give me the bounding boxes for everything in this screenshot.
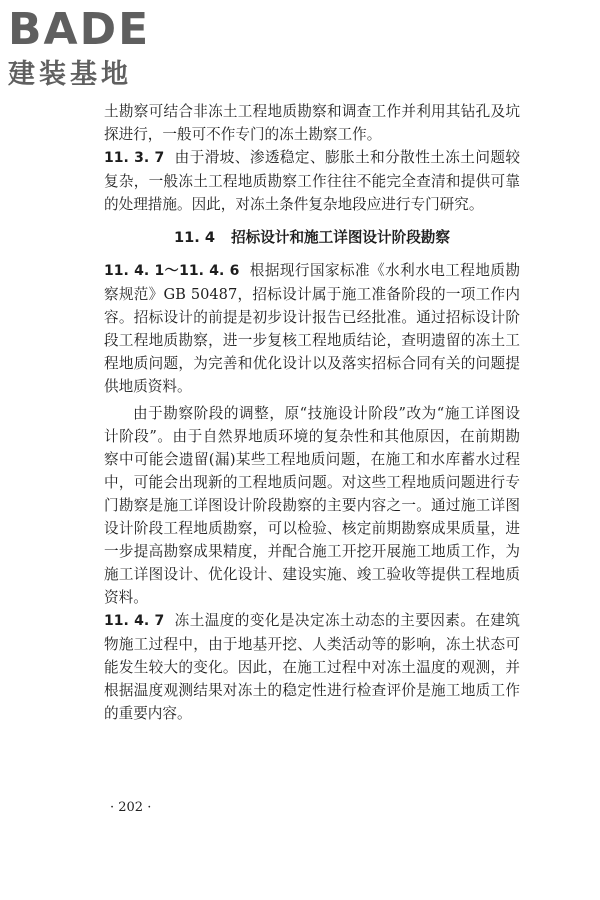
clause-number: 11. 3. 7 (104, 150, 165, 166)
logo-brand: BADE (8, 4, 151, 55)
section-title: 招标设计和施工详图设计阶段勘察 (231, 229, 450, 246)
paragraph-text: 土勘察可结合非冻土工程地质勘察和调查工作并利用其钻孔及坑探进行，一般可不作专门的冻土勘察工作。 (104, 103, 520, 143)
paragraph-continued (104, 100, 520, 146)
clause-number: 11. 4. 1～11. 4. 6 (104, 263, 240, 279)
clause-11-3-7 (104, 146, 520, 216)
clause-11-4-7 (104, 609, 520, 725)
clause-11-4-1-to-11-4-6 (104, 259, 520, 398)
paragraph-stage-adjustment (104, 402, 520, 609)
clause-text: 由于滑坡、渗透稳定、膨胀土和分散性土冻土问题较复杂，一般冻土工程地质勘察工作往往不能完全查清和提供可靠的处理措施。因此，对冻土条件复杂地段应进行专门研究。 (104, 149, 520, 213)
clause-text: 冻土温度的变化是决定冻土动态的主要因素。在建筑物施工过程中，由于地基开挖、人类活动等的影响，冻土状态可能发生较大的变化。因此，在施工过程中对冻土温度的观测，并根据温度观测结果对冻土的稳定性进行检查评价是施工地质工作的重要内容。 (104, 612, 520, 722)
section-number: 11. 4 (173, 229, 216, 246)
section-heading (104, 226, 520, 250)
clause-number: 11. 4. 7 (104, 613, 165, 629)
page-body (104, 100, 520, 725)
logo-subtitle: 建装基地 (8, 59, 132, 90)
watermark-logo (8, 6, 178, 98)
page-number: · 202 · (110, 800, 152, 815)
paragraph-text: 由于勘察阶段的调整，原“技施设计阶段”改为“施工详图设计阶段”。由于自然界地质环境的复杂性和其他原因，在前期勘察中可能会遗留(漏)某些工程地质问题，在施工和水库蓄水过程中，可能会出现新的工程地质问题。对这些工程地质问题进行专门勘察是施工详图设计阶段勘察的主要内容之一。通过施工详图设计阶段工程地质勘察，可以检验、核定前期勘察成果质量，进一步提高勘察成果精度，并配合施工开挖开展施工地质工作，为施工详图设计、优化设计、建设实施、竣工验收等提供工程地质资料。 (104, 405, 520, 606)
clause-text: 根据现行国家标准《水利水电工程地质勘察规范》GB 50487，招标设计属于施工准备阶段的一项工作内容。招标设计的前提是初步设计报告已经批准。通过招标设计阶段工程地质勘察，进一步复核工程地质结论，查明遗留的冻土工程地质问题，为完善和优化设计以及落实招标合同有关的问题提供地质资料。 (104, 262, 520, 395)
